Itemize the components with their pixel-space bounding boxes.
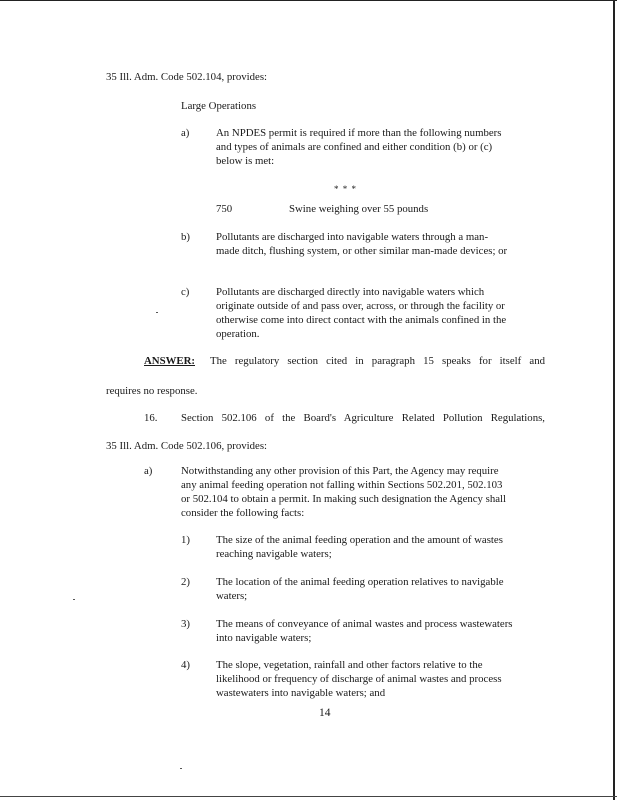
- clause-b-text: Pollutants are discharged into navigable waters through a man-made ditch, flushing system, or other similar man-made devices; or: [216, 231, 508, 257]
- answer-line-1: The regulatory section cited in paragraph 15 speaks for itself and: [210, 355, 545, 367]
- factor-1-number: 1): [181, 534, 190, 546]
- factor-3-text: The means of conveyance of animal wastes and process wastewaters into navigable waters;: [216, 618, 513, 644]
- large-operations-heading: Large Operations: [181, 100, 257, 112]
- factor-2-number: 2): [181, 576, 190, 588]
- scan-speck: [156, 312, 158, 313]
- factor-2-text: The location of the animal feeding operation relatives to navigable waters;: [216, 576, 504, 602]
- scan-edge-top: [0, 0, 617, 1]
- section-106-a-text: Notwithstanding any other provision of this Part, the Agency may require any animal feeding operation not falling within Sections 502.201, 502.103 or 502.104 to obtain a permit. In making such designation the Agency shall consider the following facts:: [181, 465, 507, 519]
- clause-b-label: b): [181, 231, 190, 243]
- scan-edge-right: [613, 0, 615, 800]
- factor-3-number: 3): [181, 618, 190, 630]
- paragraph-16-line-1: Section 502.106 of the Board's Agriculture Related Pollution Regulations,: [181, 412, 545, 424]
- factor-1-text: The size of the animal feeding operation and the amount of wastes reaching navigable waters;: [216, 534, 503, 560]
- swine-description: Swine weighing over 55 pounds: [289, 203, 429, 215]
- factor-4-number: 4): [181, 659, 190, 671]
- intro-citation: 35 Ill. Adm. Code 502.104, provides:: [106, 71, 268, 83]
- answer-label: [144, 354, 195, 368]
- scan-edge-bottom: [0, 796, 617, 797]
- paragraph-16-number: 16.: [144, 412, 158, 424]
- clause-c-label: c): [181, 286, 190, 298]
- clause-a-text: An NPDES permit is required if more than the following numbers and types of animals are confined and either condition (b) or (c) below is met:: [216, 127, 502, 167]
- section-106-a-label: a): [144, 465, 153, 477]
- omission-ellipsis: * * *: [334, 184, 357, 194]
- factor-4-text: The slope, vegetation, rainfall and other factors relative to the likelihood or frequency of discharge of animal wastes and process wastewaters into navigable waters; and: [216, 659, 502, 699]
- answer-heading: ANSWER:: [144, 355, 195, 367]
- clause-c-text: Pollutants are discharged directly into navigable waters which originate outside of and pass over, across, or through the facility or otherwise come into direct contact with the animals confined in the operation.: [216, 286, 507, 340]
- scan-speck: [180, 768, 182, 769]
- page-number: 14: [319, 707, 331, 719]
- swine-count: 750: [216, 203, 233, 215]
- scan-speck: [73, 599, 75, 600]
- answer-line-2: requires no response.: [106, 385, 198, 397]
- clause-a-label: a): [181, 127, 190, 139]
- paragraph-16-line-2: 35 Ill. Adm. Code 502.106, provides:: [106, 440, 268, 452]
